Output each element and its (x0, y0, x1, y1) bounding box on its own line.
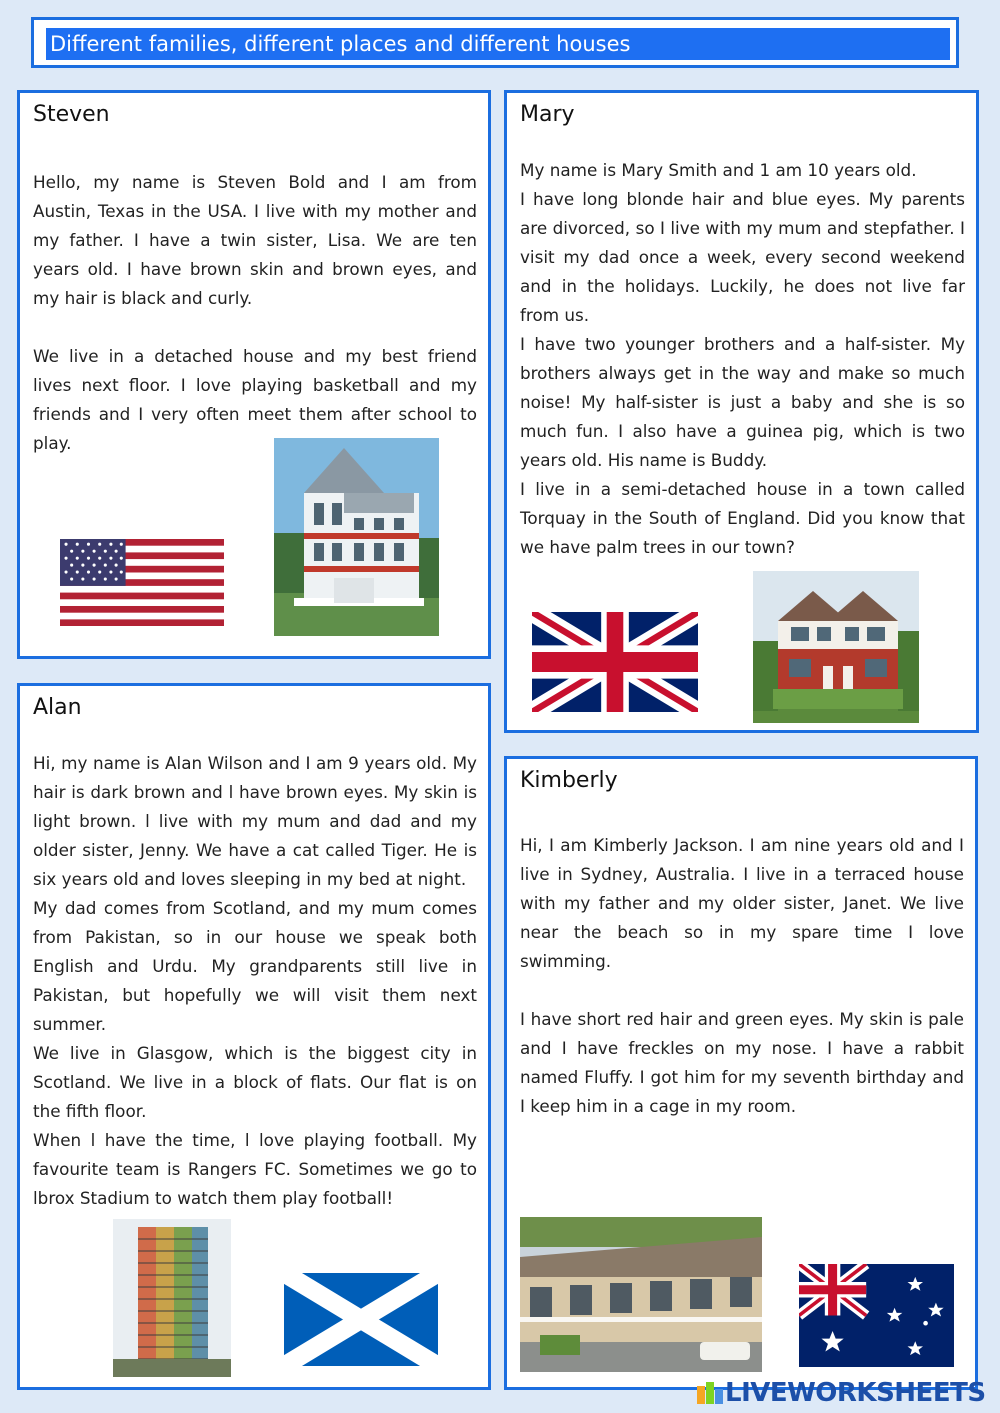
terraced-house-photo (520, 1217, 762, 1372)
usa-flag-icon (60, 539, 224, 626)
liveworksheets-brand: LIVEWORKSHEETS (725, 1378, 986, 1408)
card-kimberly (504, 756, 978, 1390)
scotland-flag-icon (284, 1273, 438, 1366)
title-frame (31, 17, 959, 68)
card-steven-p1: Hello, my name is Steven Bold and I am from Austin, Texas in the USA. I live with my mother and my father. I have a twin sister, Lisa. We are ten years old. I have brown skin and brown eyes, and my hair is black and curly. (33, 172, 477, 308)
card-alan-p1: Hi, my name is Alan Wilson and I am 9 years old. My hair is dark brown and l have brown eyes. My skin is light brown. l live with my mum and dad and my older sister, Jenny. We have a cat called Tiger. He is six years old and loves sleeping in my bed at night. (33, 753, 477, 889)
page-title: Different families, different places and different houses (46, 28, 950, 60)
card-alan-text (33, 749, 477, 1213)
card-mary-p2: I have long blonde hair and blue eyes. My parents are divorced, so I live with my mum and stepfather. I visit my dad once a week, every second weekend and in the holidays. Luckily, he does not live far from us. (520, 189, 965, 325)
liveworksheets-logo-icon (697, 1380, 723, 1406)
semi-detached-house-photo (753, 571, 919, 723)
card-steven-text (33, 168, 477, 458)
liveworksheets-logo[interactable] (697, 1378, 986, 1408)
card-mary-p3: I have two younger brothers and a half-sister. My brothers always get in the way and make so much noise! My half-sister is just a baby and she is so much fun. I also have a guinea pig, which is two years old. His name is Buddy. (520, 334, 965, 470)
detached-house-photo (274, 438, 439, 636)
card-kimberly-name: Kimberly (520, 768, 618, 793)
card-steven-name: Steven (33, 102, 110, 127)
uk-flag-icon (532, 612, 698, 712)
card-alan-p4: When l have the time, l love playing football. My favourite team is Rangers FC. Sometimes we go to lbrox Stadium to watch them play football! (33, 1130, 477, 1208)
card-kimberly-p2: I have short red hair and green eyes. My skin is pale and I have freckles on my nose. I have a rabbit named Fluffy. I got him for my seventh birthday and I keep him in a cage in my room. (520, 1009, 964, 1116)
card-alan (17, 683, 491, 1390)
block-of-flats-photo (113, 1219, 231, 1377)
card-mary-name: Mary (520, 102, 575, 127)
card-mary-p1: My name is Mary Smith and 1 am 10 years old. (520, 160, 917, 180)
card-kimberly-text (520, 831, 964, 1121)
australia-flag-icon (799, 1264, 954, 1367)
card-mary-p4: I live in a semi-detached house in a town called Torquay in the South of England. Did you know that we have palm trees in our town? (520, 479, 965, 557)
card-kimberly-p1: Hi, I am Kimberly Jackson. I am nine years old and I live in Sydney, Australia. I live in a terraced house with my father and my older sister, Janet. We live near the beach so in my spare time I love swimming. (520, 835, 964, 971)
card-mary (504, 90, 979, 733)
card-mary-text (520, 156, 965, 562)
card-steven (17, 90, 491, 659)
card-alan-name: Alan (33, 695, 82, 720)
card-alan-p2: My dad comes from Scotland, and my mum comes from Pakistan, so in our house we speak both English and Urdu. My grandparents still live in Pakistan, but hopefully we will visit them next summer. (33, 898, 477, 1034)
card-alan-p3: We live in Glasgow, which is the biggest city in Scotland. We live in a block of flats. Our flat is on the fifth floor. (33, 1043, 477, 1121)
card-steven-p2: We live in a detached house and my best friend lives next floor. I love playing basketball and my friends and I very often meet them after school to play. (33, 346, 477, 453)
